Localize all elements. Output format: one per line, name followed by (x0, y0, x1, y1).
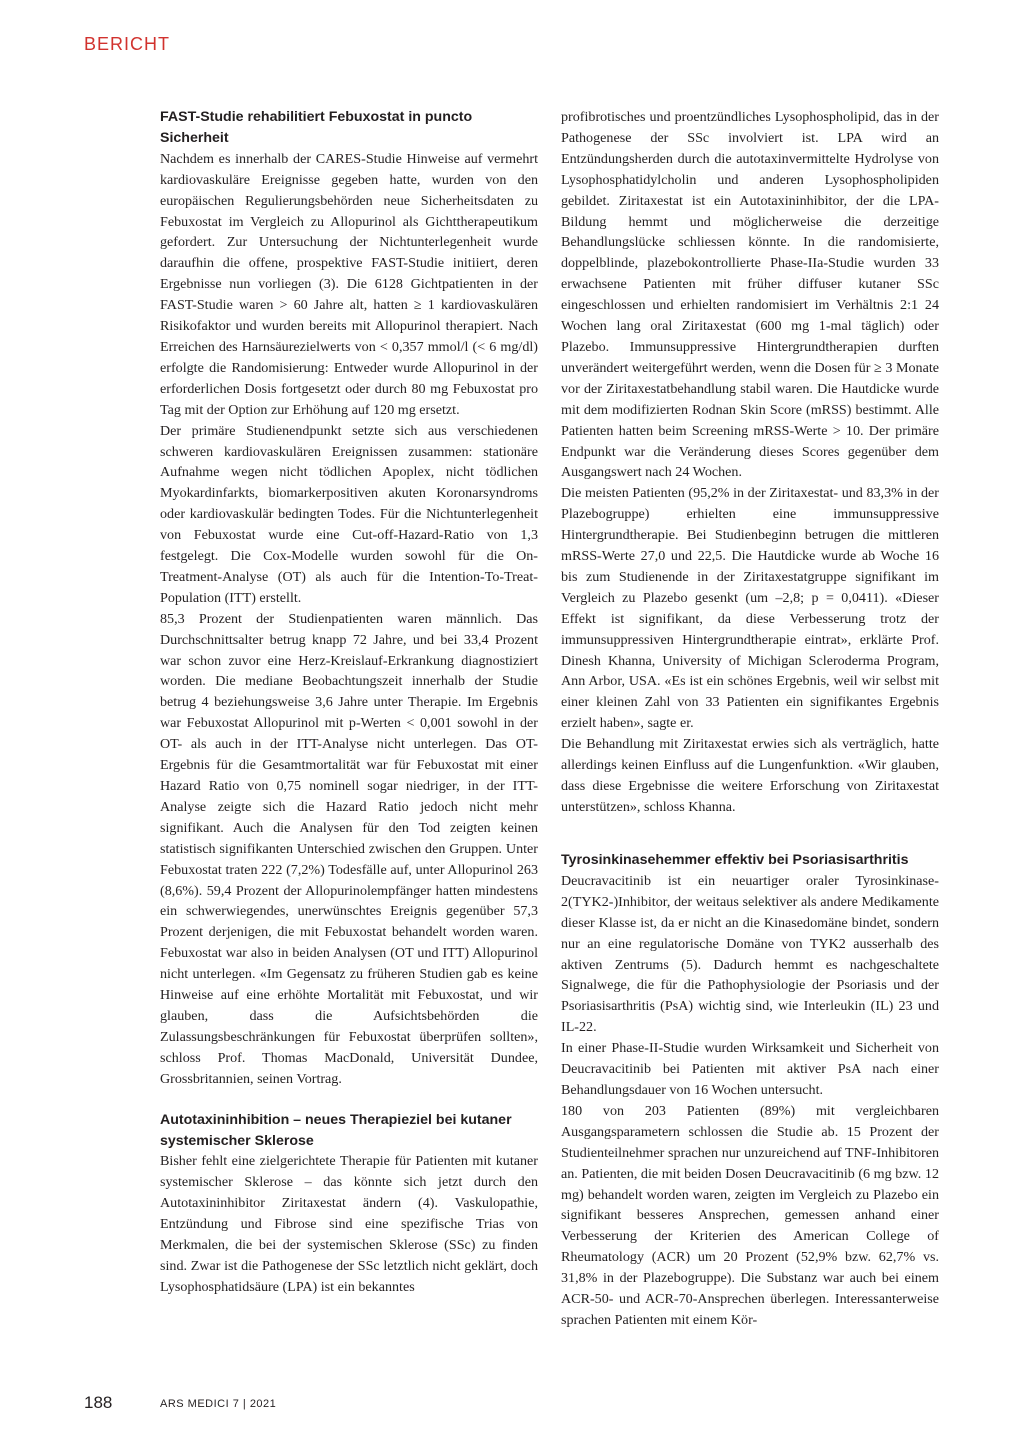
section-label: BERICHT (84, 34, 171, 54)
paragraph: Nachdem es innerhalb der CARES-Studie Hinweise auf vermehrt kardiovaskuläre Ereignisse gegeben hatte, wurden von den europäischen Regulierungsbehörden neue Sicherheitsdaten zu Febuxostat im Vergleich zu Allopurinol als Gichttherapeutikum gefordert. Zur Untersuchung der Nichtunterlegenheit wurde daraufhin die offene, prospektive FAST-Studie initiiert, deren Ergebnisse nun vorliegen (3). Die 6128 Gichtpatienten in der FAST-Studie waren > 60 Jahre alt, hatten ≥ 1 kardiovaskulären Risikofaktor und wurden bereits mit Allopurinol therapiert. Nach Erreichen des Harnsäurezielwerts von < 0,357 mmol/l (< 6 mg/dl) erfolgte die Randomisierung: Entweder wurde Allopurinol in der erforderlichen Dosis fortgesetzt oder durch 80 mg Febuxostat pro Tag mit der Option zur Erhöhung auf 120 mg ersetzt. (160, 150, 538, 418)
paragraph: profibrotisches und proentzündliches Lysophospholipid, das in der Pathogenese der SSc involviert ist. LPA wird an Entzündungsherden durch die autotaxinvermittelte Hydrolyse von Lysophosphatidylcholin und anderen Lysophospholipiden gebildet. Ziritaxestat ist ein Autotaxininhibitor, der die LPA-Bildung hemmt und möglicherweise die derzeitige Behandlungslücke schliessen könnte. In die randomisierte, doppelblinde, plazebokontrollierte Phase-IIa-Studie wurden 33 erwachsene Patienten mit früher diffuser kutaner SSc eingeschlossen und erhielten randomisiert im Verhältnis 2:1 24 Wochen lang oral Ziritaxestat (600 mg 1-mal täglich) oder Plazebo. Immunsuppressive Hintergrundtherapien durften unverändert weitergeführt werden, wenn die Dosen für ≥ 3 Monate vor der Ziritaxestatbehandlung stabil waren. Die Hautdicke wurde mit dem modifizierten Rodnan Skin Score (mRSS) bestimmt. Alle Patienten hatten beim Screening mRSS-Werte > 10. Der primäre Endpunkt war die Veränderung dieses Scores gegenüber dem Ausgangswert nach 24 Wochen. (561, 109, 939, 481)
heading-fast-study: FAST-Studie rehabilitiert Febuxostat in puncto Sicherheit (160, 109, 473, 146)
paragraph: Der primäre Studienendpunkt setzte sich aus verschiedenen schweren kardiovaskulären Ereignissen zusammen: stationäre Aufnahme wegen nicht tödlichen Apoplex, nicht tödlichen Myokardinfarkts, biomarkerpositiven akuten Koronarsyndroms oder kardiovaskulär bedingten Todes. Für die Nichtunterlegenheit von Febuxostat wurde eine Cut-off-Hazard-Ratio von 1,3 festgelegt. Die Cox-Modelle wurden sowohl für die On-Treatment-Analyse (OT) als auch für die Intention-To-Treat-Population (ITT) erstellt. (160, 422, 538, 606)
paragraph: Die Behandlung mit Ziritaxestat erwies sich als verträglich, hatte allerdings keinen Einfluss auf die Lungenfunktion. «Wir glauben, dass diese Ergebnisse die weitere Erforschung von Ziritaxestat unterstützen», schloss Khanna. (561, 736, 939, 815)
paragraph: Bisher fehlt eine zielgerichtete Therapie für Patienten mit kutaner systemischer Sklerose – das könnte sich jetzt durch den Autotaxininhibitor Ziritaxestat ändern (4). Vaskulopathie, Entzündung und Fibrose sind eine spezifische Trias von Merkmalen, die bei der systemischen Sklerose (SSc) zu finden sind. Zwar ist die Pathogenese der SSc letztlich nicht geklärt, doch Lysophosphatidsäure (LPA) ist ein bekanntes (160, 1153, 538, 1295)
heading-autotaxin: Autotaxininhibition – neues Therapieziel bei kutaner systemischer Sklerose (160, 1111, 512, 1149)
left-column (160, 107, 538, 1298)
right-column-upper (561, 107, 939, 818)
paragraph: 85,3 Prozent der Studienpatienten waren männlich. Das Durchschnittsalter betrug knapp 72 Jahre, und bei 33,4 Prozent war schon zuvor eine Herz-Kreislauf-Erkrankung diagnostiziert worden. Die mediane Beobachtungszeit innerhalb der Studie betrug 4 beziehungsweise 3,6 Jahre unter Therapie. Im Ergebnis war Febuxostat Allopurinol mit p-Werten < 0,001 sowohl in der OT- als auch in der ITT-Analyse nicht unterlegen. Das OT-Ergebnis für die Gesamtmortalität war für Febuxostat mit einer Hazard Ratio von 0,75 nominell sogar niedriger, in der ITT-Analyse zeigte sich die Hazard Ratio jedoch nicht mehr signifikant. Auch die Analysen für den Tod zeigten keinen statistisch signifikanten Unterschied zwischen den Gruppen. Unter Febuxostat traten 222 (7,2%) Todesfälle auf, unter Allopurinol 263 (8,6%). 59,4 Prozent der Allopurinolempfänger hatten mindestens ein schwerwiegendes, unerwünschtes Ereignis gegenüber 57,3 Prozent derjenigen, die mit Febuxostat behandelt worden waren. Febuxostat war also in beiden Analysen (OT und ITT) Allopurinol nicht unterlegen. «Im Gegensatz zu früheren Studien gab es keine Hinweise auf eine erhöhte Mortalität mit Febuxostat, und wir glauben, dass die Aufsichtsbehörden die Zulassungsbeschränkungen für Febuxostat überprüfen sollten», schloss Prof. Thomas MacDonald, Universität Dundee, Grossbritannien, seinen Vortrag. (160, 610, 538, 1087)
heading-tyrosinkinase: Tyrosinkinasehemmer effektiv bei Psoriasisarthritis (561, 852, 909, 868)
right-column-lower (561, 850, 939, 1331)
page-number: 188 (84, 1393, 113, 1412)
paragraph: Deucravacitinib ist ein neuartiger oraler Tyrosinkinase-2(TYK2-)Inhibitor, der weitaus selektiver als andere Medikamente dieser Klasse ist, da er nicht an die Kinasedomäne bindet, sondern nur an eine regulatorische Domäne von TYK2 ausserhalb des aktiven Zentrums (5). Dadurch hemmt es nachgeschaltete Signalwege, die für die Pathophysiologie der Psoriasis und der Psoriasisarthritis (PsA) wichtig sind, wie Interleukin (IL) 23 und IL-22. (561, 872, 939, 1036)
journal-citation: ARS MEDICI 7 | 2021 (160, 1398, 277, 1410)
paragraph: 180 von 203 Patienten (89%) mit vergleichbaren Ausgangsparametern schlossen die Studie ab. 15 Prozent der Studienteilnehmer sprachen nur unzureichend auf TNF-Inhibitoren an. Patienten, die mit beiden Dosen Deucravacitinib (6 mg bzw. 12 mg) behandelt worden waren, zeigten im Vergleich zu Plazebo ein signifikant besseres Ansprechen, gemessen anhand einer Verbesserung der Kriterien des American College of Rheumatology (ACR) um 20 Prozent (52,9% bzw. 62,7% vs. 31,8% in der Plazebogruppe). Die Substanz war auch bei einem ACR-50- und ACR-70-Ansprechen überlegen. Interessanterweise sprachen Patienten mit einem Kör- (561, 1102, 939, 1328)
paragraph: Die meisten Patienten (95,2% in der Ziritaxestat- und 83,3% in der Plazebogruppe) erhielten eine immunsuppressive Hintergrundtherapie. Bei Studienbeginn betrugen die mittleren mRSS-Werte 27,0 und 22,5. Die Hautdicke wurde ab Woche 16 bis zum Studienende in der Ziritaxestatgruppe signifikant im Vergleich zu Plazebo gesenkt (um –2,8; p = 0,0411). «Dieser Effekt ist signifikant, da diese Verbesserung trotz der immunsuppressiven Hintergrundtherapie eintrat», erklärte Prof. Dinesh Khanna, University of Michigan Scleroderma Program, Ann Arbor, USA. «Es ist ein schönes Ergebnis, weil wir selbst mit einer kleinen Zahl von 33 Patienten ein signifikantes Ergebnis erzielt haben», sagte er. (561, 485, 939, 732)
paragraph: In einer Phase-II-Studie wurden Wirksamkeit und Sicherheit von Deucravacitinib bei Patienten mit aktiver PsA nach einer Behandlungsdauer von 16 Wochen untersucht. (561, 1040, 939, 1098)
